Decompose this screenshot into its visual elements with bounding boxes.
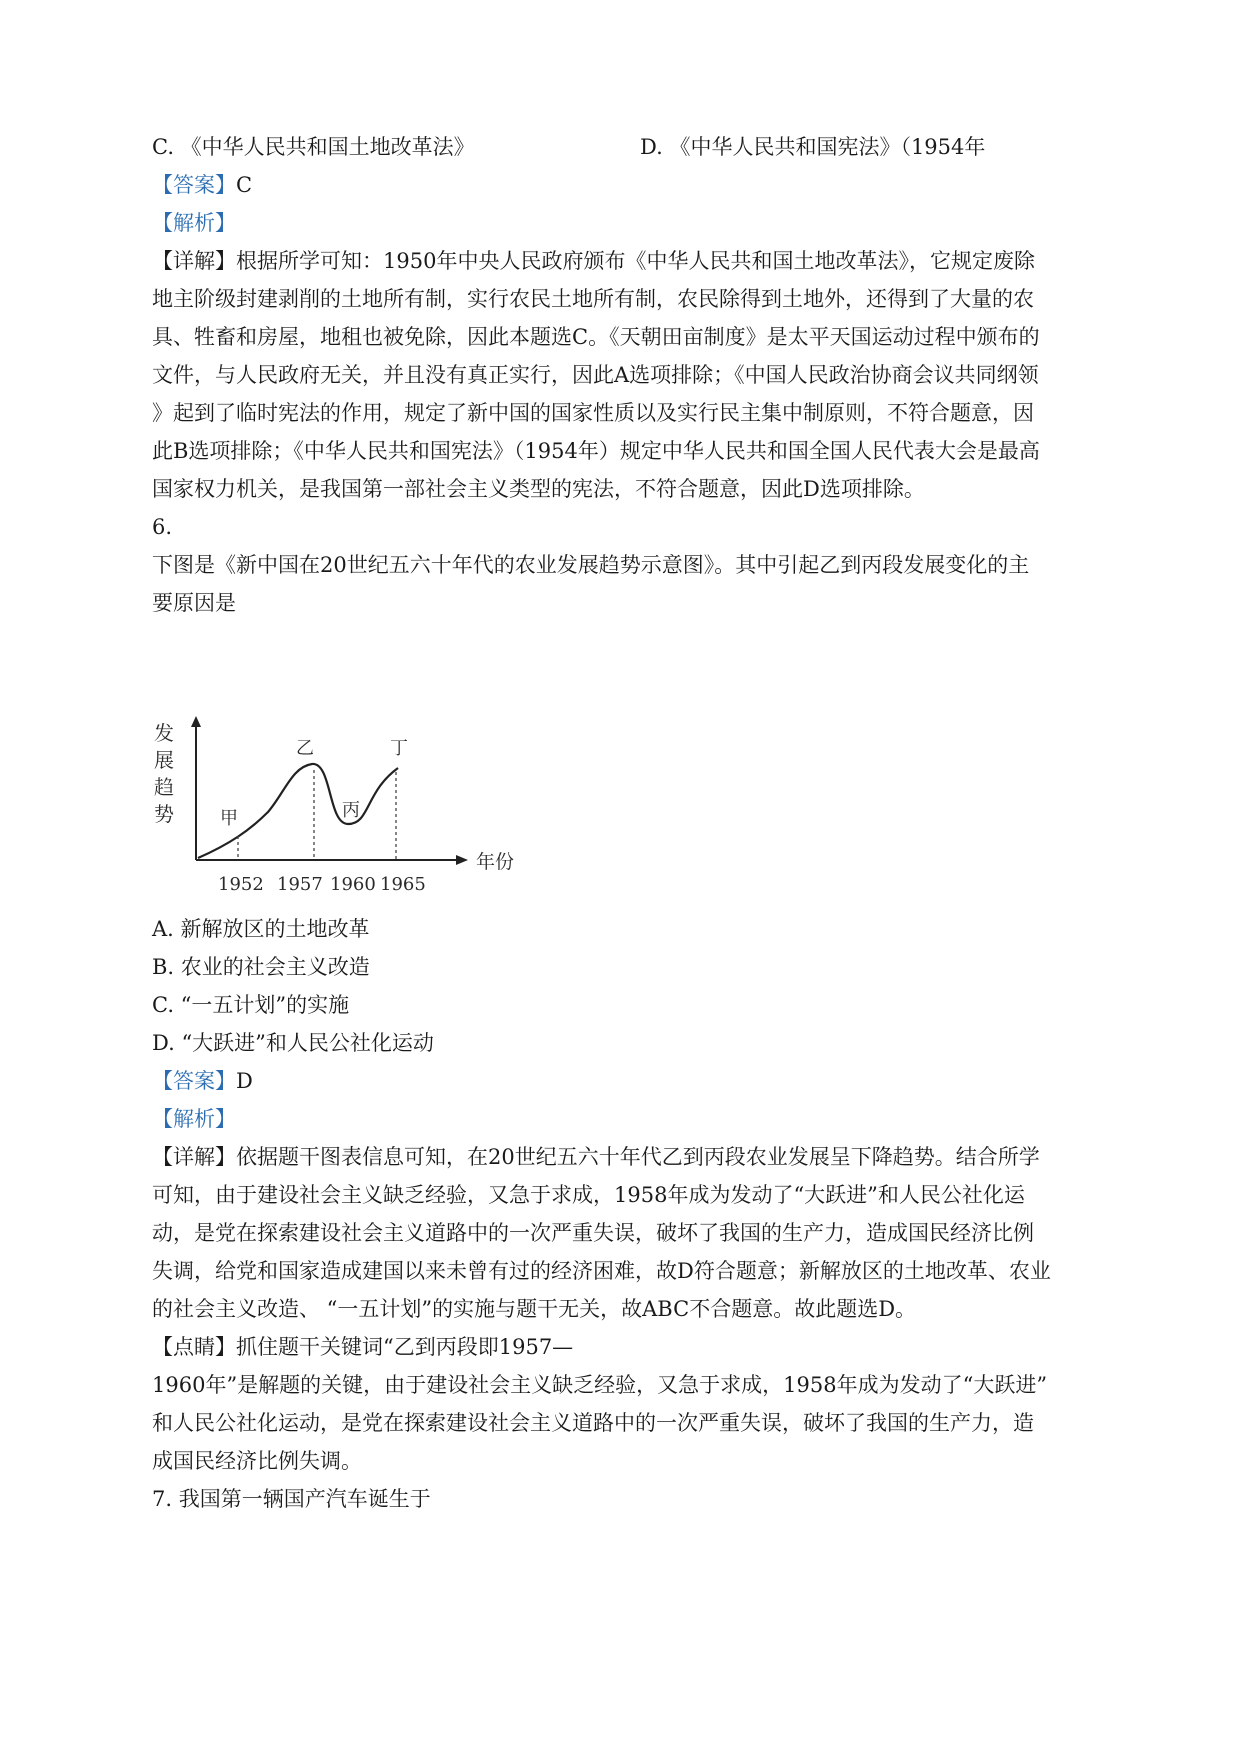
q5-option-d: D. 《中华人民共和国宪法》（1954年	[640, 135, 986, 159]
q6-number: 6.	[152, 515, 173, 539]
q5-detail-line: 国家权力机关，是我国第一部社会主义类型的宪法，不符合题意，因此D选项排除。	[152, 477, 925, 501]
q5-detail-line: 》起到了临时宪法的作用，规定了新中国的国家性质以及实行民主集中制原则，不符合题意，因	[152, 401, 1034, 425]
segment-label-bing: 丙	[342, 800, 360, 821]
segment-label-ding: 丁	[390, 738, 408, 759]
q6-analysis-tag: 【解析】	[152, 1107, 236, 1131]
q6-stem-line: 下图是《新中国在20世纪五六十年代的农业发展趋势示意图》。其中引起乙到丙段发展变化的主	[152, 553, 1030, 577]
q6-detail-line	[152, 1142, 1092, 1172]
q6-option-d: D. “大跃进”和人民公社化运动	[152, 1031, 434, 1055]
x-axis-arrow-icon	[456, 855, 468, 865]
q5-detail-line: 此B选项排除；《中华人民共和国宪法》（1954年）规定中华人民共和国全国人民代表大会是最高	[152, 439, 1040, 463]
q5-detail-line: 具、牲畜和房屋，地租也被免除，因此本题选C。《天朝田亩制度》是太平天国运动过程中颁布的	[152, 325, 1040, 349]
x-axis-label: 年份	[476, 851, 515, 873]
q6-trend-figure	[150, 712, 530, 902]
x-tick-label: 1965	[380, 874, 426, 895]
q5-option-c: C. 《中华人民共和国土地改革法》	[152, 135, 475, 159]
q6-tip-line: 和人民公社化运动，是党在探索建设社会主义道路中的一次严重失误，破坏了我国的生产力，造	[152, 1411, 1034, 1435]
q5-answer-row	[152, 170, 1092, 200]
q6-answer-row	[152, 1066, 1092, 1096]
y-axis-label-char: 展	[154, 748, 174, 772]
detail-text: 根据所学可知：1950年中央人民政府颁布《中华人民共和国土地改革法》，它规定废除	[236, 249, 1035, 273]
q6-tip-line	[152, 1332, 1092, 1362]
q6-tip-line: 1960年”是解题的关键，由于建设社会主义缺乏经验，又急于求成，1958年成为发动了“大跃进”	[152, 1373, 1048, 1397]
detail-text: 依据题干图表信息可知，在20世纪五六十年代乙到丙段农业发展呈下降趋势。结合所学	[236, 1145, 1040, 1169]
q7-stem: 7. 我国第一辆国产汽车诞生于	[152, 1487, 431, 1511]
answer-tag: 【答案】	[152, 173, 236, 197]
x-tick-label: 1957	[277, 874, 323, 895]
y-axis-label-char: 势	[154, 802, 174, 826]
q6-detail-line: 动，是党在探索建设社会主义道路中的一次严重失误，破坏了我国的生产力，造成国民经济比例	[152, 1221, 1034, 1245]
tip-text: 抓住题干关键词“乙到丙段即1957—	[236, 1335, 574, 1359]
q5-analysis-tag: 【解析】	[152, 211, 236, 235]
detail-tag: 【详解】	[152, 249, 236, 273]
y-axis-label-char: 发	[154, 721, 174, 745]
answer-value: D	[236, 1069, 253, 1093]
trend-diagram	[150, 712, 530, 902]
segment-label-yi: 乙	[296, 738, 314, 759]
q6-option-c: C. “一五计划”的实施	[152, 993, 350, 1017]
segment-label-jia: 甲	[220, 808, 238, 829]
q6-detail-line: 失调，给党和国家造成建国以来未曾有过的经济困难，故D符合题意；新解放区的土地改革、农业	[152, 1259, 1051, 1283]
q6-option-b: B. 农业的社会主义改造	[152, 955, 370, 979]
q6-option-a: A. 新解放区的土地改革	[152, 917, 370, 941]
answer-value: C	[236, 173, 253, 197]
x-tick-label: 1960	[330, 874, 376, 895]
tip-tag: 【点睛】	[152, 1335, 236, 1359]
q6-detail-line: 的社会主义改造、 “一五计划”的实施与题干无关，故ABC不合题意。故此题选D。	[152, 1297, 917, 1321]
y-axis-label-char: 趋	[154, 775, 174, 799]
detail-tag: 【详解】	[152, 1145, 236, 1169]
answer-tag: 【答案】	[152, 1069, 236, 1093]
q5-detail-line	[152, 246, 1092, 276]
y-axis-arrow-icon	[191, 716, 201, 727]
q6-tip-line: 成国民经济比例失调。	[152, 1449, 362, 1473]
x-tick-label: 1952	[218, 874, 264, 895]
q5-detail-line: 文件，与人民政府无关，并且没有真正实行，因此A选项排除；《中国人民政治协商会议共同纲领	[152, 363, 1039, 387]
q6-detail-line: 可知，由于建设社会主义缺乏经验，又急于求成，1958年成为发动了“大跃进”和人民公社化运	[152, 1183, 1025, 1207]
q6-stem-line: 要原因是	[152, 591, 236, 615]
q5-detail-line: 地主阶级封建剥削的土地所有制，实行农民土地所有制，农民除得到土地外，还得到了大量的农	[152, 287, 1034, 311]
